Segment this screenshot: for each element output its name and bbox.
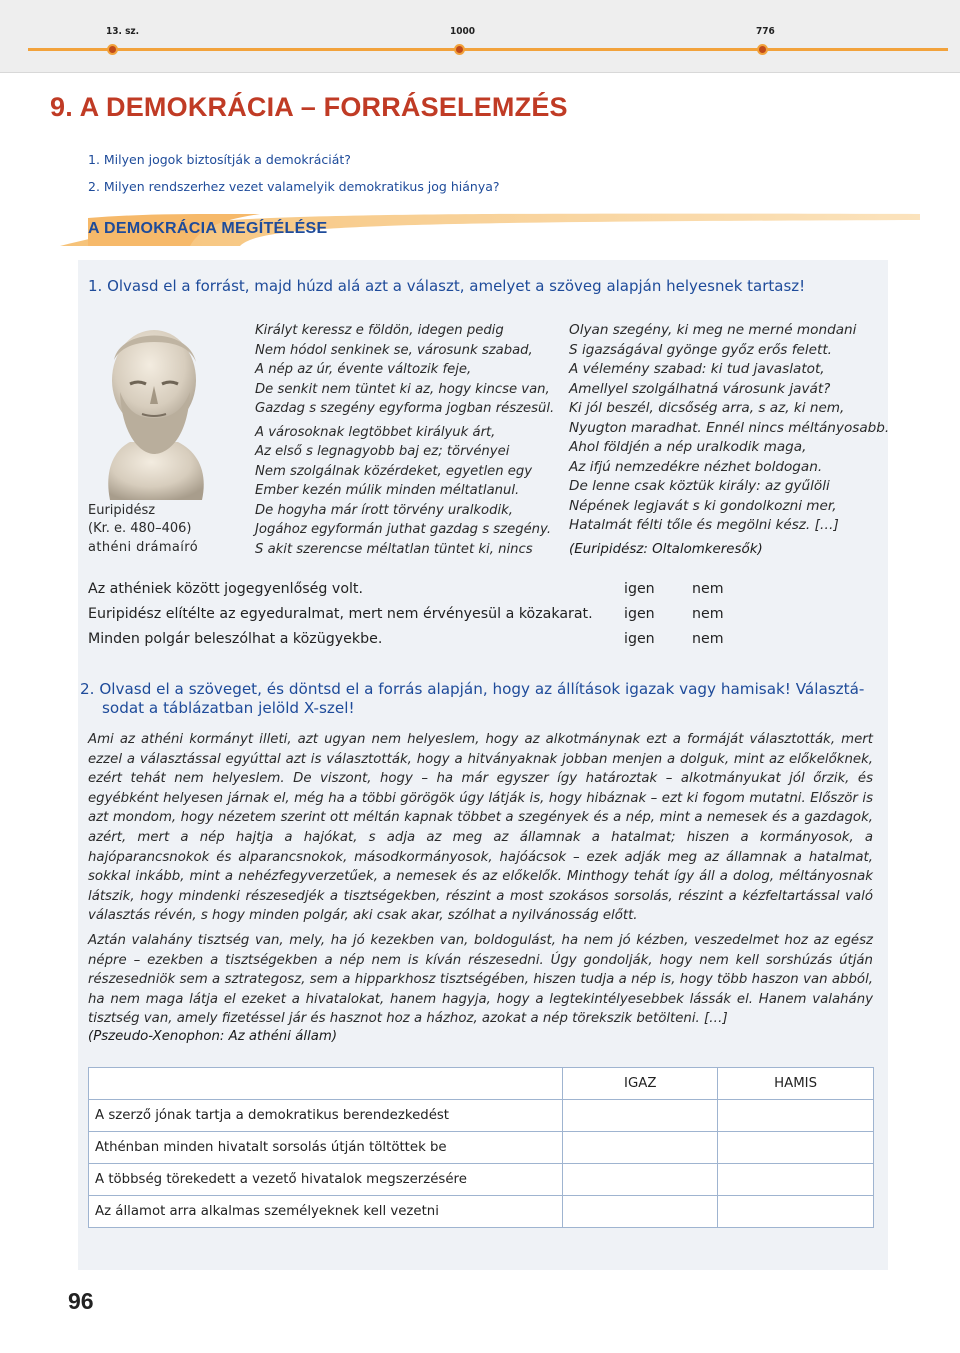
guiding-question: 1. Milyen jogok biztosítják a demokráciát? xyxy=(88,152,351,167)
portrait-caption-dates: (Kr. e. 480–406) xyxy=(88,521,192,536)
table-cell-statement: A többség törekedett a vezető hivatalok megszerzésére xyxy=(89,1164,563,1196)
table-cell-false[interactable] xyxy=(718,1100,874,1132)
guiding-question: 2. Milyen rendszerhez vezet valamelyik demokratikus jog hiánya? xyxy=(88,179,500,194)
timeline-bar xyxy=(0,0,960,73)
task2-instruction: 2. Olvasd el a szöveget, és döntsd el a forrás alapján, hogy az állítások igazak vagy hamisak! Választá- xyxy=(80,680,865,698)
poem-line: Amellyel szolgálhatná városunk javát? xyxy=(569,380,831,397)
poem-line: Nem szolgálnak közérdeket, egyetlen egy xyxy=(255,463,533,479)
timeline-marker xyxy=(107,44,118,55)
source-paragraph: Aztán valahány tisztség van, mely, ha jó kezekben van, boldogulást, ha nem jó kézben, veszedelmet hoz az egész népre – ezekben a tisztségekben a nép nem is kíván részesedni. Úgy gondolják, hogy nem kell sorshúzás útján részesedniök sem a sztrategosz, sem a hipparkhosz tisztségében, hiszen tudja a nép is, hogy több haszon van abból, ha nem maga látja el ezeket a hivatalokat, hanem hagyja, hogy a legtekintélyesebbek lássák el. Hanem valahány tisztség van, amely fizetéssel jár és hasznot hoz a házhoz, azokat a nép törekszik betölteni. […] xyxy=(88,932,873,1027)
poem-line: A nép az úr, évente változik feje, xyxy=(255,362,472,377)
poem-line: Olyan szegény, ki meg ne merné mondani xyxy=(569,322,857,338)
answer-yes[interactable]: igen xyxy=(624,606,655,622)
poem-line: Nyugton maradhat. Ennél nincs méltányosabb. xyxy=(569,419,890,436)
poem-left-column xyxy=(255,321,554,559)
answer-yes[interactable]: igen xyxy=(624,581,655,597)
table-cell-false[interactable] xyxy=(718,1132,874,1164)
answer-yes[interactable]: igen xyxy=(624,631,655,647)
statement-text: Az athéniek között jogegyenlőség volt. xyxy=(88,581,364,597)
poem-line: S akit szerencse méltatlan tüntet ki, nincs xyxy=(255,541,533,557)
table-row xyxy=(89,1132,874,1164)
poem-line: Ahol földjén a nép uralkodik maga, xyxy=(569,439,807,455)
timeline-label: 13. sz. xyxy=(106,26,140,37)
poem-right-column xyxy=(569,321,889,559)
poem-line: S igazságával gyönge győz erős felett. xyxy=(569,341,832,358)
poem-line: Az első s legnagyobb baj ez; törvényei xyxy=(255,444,510,459)
poem-line: Ki jól beszél, dicsőség arra, s az, ki nem, xyxy=(569,400,845,416)
true-false-table xyxy=(88,1067,874,1228)
table-cell-true[interactable] xyxy=(563,1132,718,1164)
table-cell-statement: Az államot arra alkalmas személyeknek kell vezetni xyxy=(89,1196,563,1228)
poem-line: Nem hódol senkinek se, városunk szabad, xyxy=(255,342,533,358)
poem-line: A vélemény szabad: ki tud javaslatot, xyxy=(569,361,825,377)
portrait-caption-name: Euripidész xyxy=(88,503,156,518)
euripides-bust-image xyxy=(90,320,218,500)
table-cell-false[interactable] xyxy=(718,1164,874,1196)
answer-no[interactable]: nem xyxy=(692,606,724,622)
chapter-title: 9. A DEMOKRÁCIA – FORRÁSELEMZÉS xyxy=(50,92,568,122)
poem-line: Gazdag s szegény egyforma jogban részesül. xyxy=(255,401,555,416)
table-cell-false[interactable] xyxy=(718,1196,874,1228)
statement-text: Minden polgár beleszólhat a közügyekbe. xyxy=(88,631,383,647)
page-number: 96 xyxy=(68,1288,94,1314)
table-cell-statement: A szerző jónak tartja a demokratikus berendezkedést xyxy=(89,1100,563,1132)
poem-line: Jogához egyformán juthat gazdag s szegény. xyxy=(255,522,552,537)
poem-line: Hatalmát félti tőle és megölni kész. […] xyxy=(569,517,839,533)
table-cell-statement: Athénban minden hivatalt sorsolás útján töltöttek be xyxy=(89,1132,563,1164)
source-paragraph: Ami az athéni kormányt illeti, azt ugyan nem helyeslem, hogy az alkotmánynak ezt a formáját választották, mert ezzel a választással egyúttal azt is választották, hogy a hitványaknak jobban menjen a dolguk, mint az előkelőknek, ezért tehát nem helyeslem. De viszont, hogy – ha már egyszer így határoztak – alkotmányukat jól őrzik, és egyébként helyesen járnak el, még ha a többi görögök úgy látják is, hogy hibáznak – ezt ki fogom mutatni. Először is azt mondom, hogy nézetem szerint ott méltán kapnak többet a szegények és a nép, mint a nemesek és a gazdagok, azért, mert a nép hajtja a hajókat, s adja az meg az államnak a hatalmat; hiszen a kormányosok, a hajóparancsnokok és alparancsnokok, másodkormányosok, hajóácsok – ezek adják meg az államnak a hatalmat, sokkal inkább, mint a nehézfegyverzetűek, a nemesek és az előkelők. Minthogy tehát így áll a dolog, méltányosnak látszik, hogy mindenki részesedjék a tisztségekben, részint a most szokásos sorsolás, részint a kézfeltartással való választás révén, s hogy minden polgár, aki csak akar, szólhat a nyilvánosság előtt. xyxy=(88,732,873,924)
table-cell-true[interactable] xyxy=(563,1164,718,1196)
table-header-true: IGAZ xyxy=(563,1068,718,1100)
prose-source: (Pszeudo-Xenophon: Az athéni állam) xyxy=(88,1029,338,1044)
table-row xyxy=(89,1164,874,1196)
timeline-label: 1000 xyxy=(450,26,476,37)
poem-line: Az ifjú nemzedékre nézhet boldogan. xyxy=(569,458,823,475)
table-header-row xyxy=(89,1068,874,1100)
poem-line: De hogyha már írott törvény uralkodik, xyxy=(255,502,513,518)
poem-line: De lenne csak köztük király: az gyűlöli xyxy=(569,478,830,494)
timeline-line xyxy=(28,48,948,51)
table-row xyxy=(89,1100,874,1132)
table-row xyxy=(89,1196,874,1228)
poem-line: Ember kezén múlik minden méltatlanul. xyxy=(255,483,520,498)
task2-instruction-continued: sodat a táblázatban jelöld X-szel! xyxy=(102,699,355,717)
portrait-caption-role: athéni drámaíró xyxy=(88,540,199,555)
timeline-label: 776 xyxy=(756,26,775,37)
task1-instruction: 1. Olvasd el a forrást, majd húzd alá azt a választ, amelyet a szöveg alapján helyesnek tartasz! xyxy=(88,277,806,295)
source-text xyxy=(88,730,873,1031)
timeline-marker xyxy=(757,44,768,55)
table-cell-true[interactable] xyxy=(563,1100,718,1132)
poem-line: A városoknak legtöbbet királyuk árt, xyxy=(255,424,496,440)
answer-no[interactable]: nem xyxy=(692,581,724,597)
poem-source: (Euripidész: Oltalomkeresők) xyxy=(569,541,763,557)
table-cell-true[interactable] xyxy=(563,1196,718,1228)
answer-no[interactable]: nem xyxy=(692,631,724,647)
table-header-false: HAMIS xyxy=(718,1068,874,1100)
statement-text: Euripidész elítélte az egyeduralmat, mert nem érvényesül a közakarat. xyxy=(88,606,593,622)
timeline-marker xyxy=(454,44,465,55)
table-header-statement xyxy=(89,1068,563,1100)
poem-line: Királyt keressz e földön, idegen pedig xyxy=(255,323,504,338)
section-title: A DEMOKRÁCIA MEGÍTÉLÉSE xyxy=(88,220,328,237)
poem-line: Népének legjavát s ki gondolkozni mer, xyxy=(569,497,837,514)
poem-line: De senkit nem tüntet ki az, hogy kincse van, xyxy=(255,381,550,397)
